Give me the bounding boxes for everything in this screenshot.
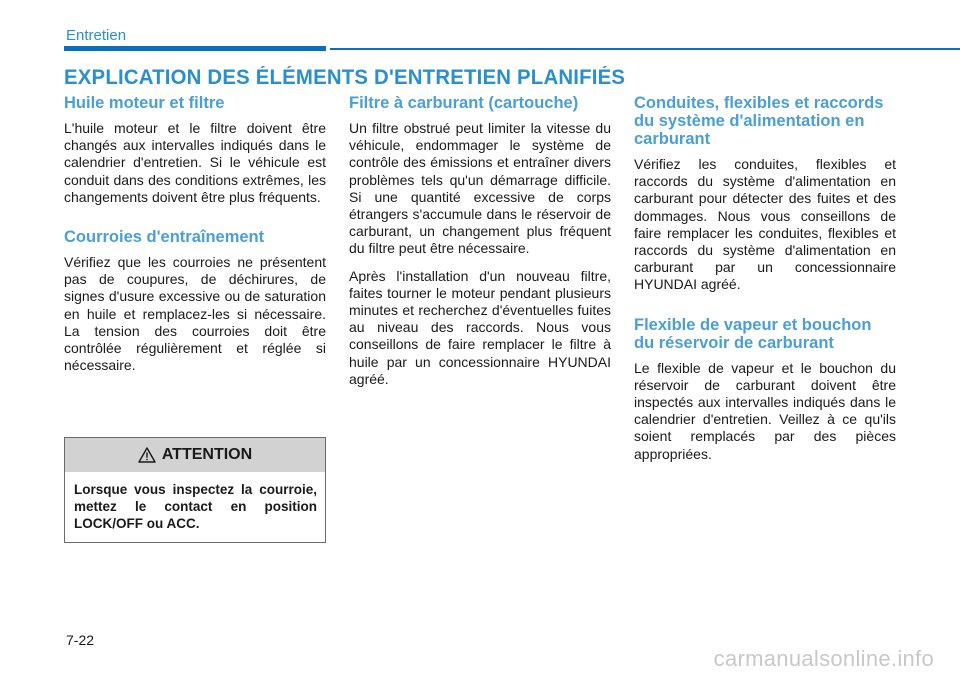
section-label: Entretien (66, 27, 127, 44)
paragraph-engine-oil: L'huile moteur et le filtre doivent être changés aux intervalles indiqués dans le calendrier d'entretien. Si le véhicule est conduit dans des conditions extrêmes, les changements doivent être plus fréquents. (64, 120, 326, 205)
warning-triangle-icon (138, 447, 156, 463)
attention-title: ATTENTION (161, 446, 253, 463)
heading-fuel-lines: Conduites, flexibles et raccords du système d'alimentation en carburant (634, 94, 884, 148)
page-title: EXPLICATION DES ÉLÉMENTS D'ENTRETIEN PLANIFIÉS (64, 66, 626, 89)
header-rule-thick (64, 46, 326, 51)
heading-vapor-hose: Flexible de vapeur et bouchon du réservoir de carburant (634, 315, 872, 352)
attention-text: Lorsque vous inspectez la courroie, mettez le contact en position LOCK/OFF ou ACC. (74, 482, 317, 531)
page-number: 7-22 (66, 632, 95, 648)
column-3 (634, 94, 896, 473)
heading-drive-belts: Courroies d'entraînement (64, 228, 265, 247)
heading-fuel-filter: Filtre à carburant (cartouche) (349, 94, 579, 112)
paragraph-drive-belts: Vérifiez que les courroies ne présentent pas de coupures, de déchirures, de signes d'usure excessive ou de saturation en huile et remplacez-les si nécessaire. La tension des courroies doit être contrôlée régulièrement et réglée si nécessaire. (64, 254, 326, 374)
paragraph-fuel-lines: Vérifiez les conduites, flexibles et raccords du système d'alimentation en carburant pour détecter des fuites et des dommages. Nous vous conseillons de faire remplacer les conduites, flexibles et raccords du système d'alimentation en carburant par un concessionnaire HYUNDAI agréé. (634, 156, 896, 293)
heading-engine-oil: Huile moteur et filtre (64, 94, 225, 112)
paragraph-fuel-filter-1: Un filtre obstrué peut limiter la vitesse du véhicule, endommager le système de contrôle des émissions et entraîner divers problèmes tels qu'un démarrage difficile. Si une quantité excessive de corps étrangers s'accumule dans le réservoir de carburant, un changement plus fréquent du filtre peut être nécessaire. (349, 120, 611, 257)
paragraph-vapor-hose: Le flexible de vapeur et le bouchon du réservoir de carburant doivent être inspectés aux intervalles indiqués dans le calendrier d'entretien. Veillez à ce qu'ils soient remplacés par des pièces appropriées. (634, 359, 896, 462)
header-rule-thin (330, 48, 960, 50)
column-2 (349, 94, 611, 398)
attention-box (64, 437, 326, 543)
paragraph-fuel-filter-2: Après l'installation d'un nouveau filtre, faites tourner le moteur pendant plusieurs minutes et recherchez d'éventuelles fuites au niveau des raccords. Nous vous conseillons de faire remplacer le filtre à huile par un concessionnaire HYUNDAI agréé. (349, 267, 611, 387)
column-1 (64, 94, 326, 384)
watermark: carmanualsonline.info (713, 646, 934, 671)
attention-header (65, 438, 325, 472)
